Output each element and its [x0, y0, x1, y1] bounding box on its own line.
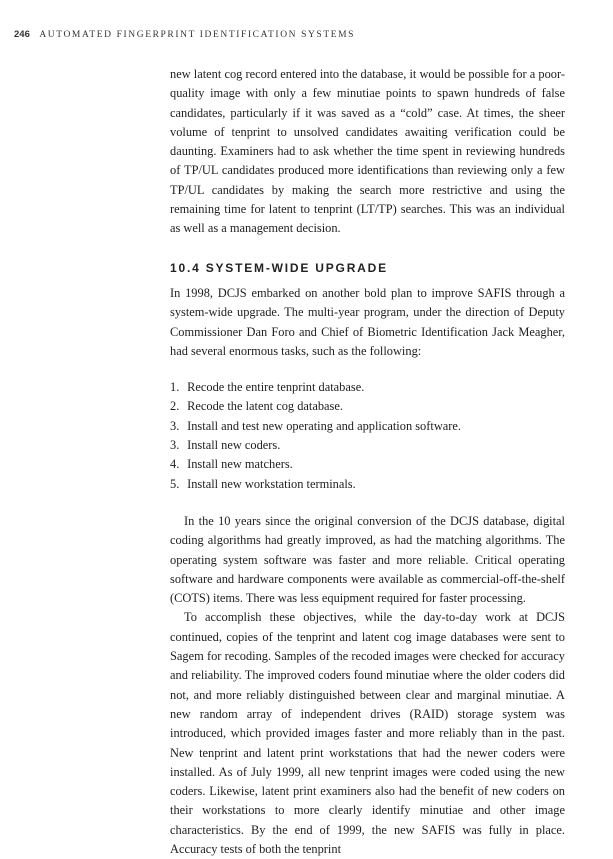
list-item-text: Install new workstation terminals.	[187, 476, 356, 491]
list-item	[170, 436, 565, 455]
list-item-number: 3.	[170, 418, 180, 433]
page-number: 246	[14, 29, 30, 40]
list-item	[170, 378, 565, 397]
section-heading: 10.4 SYSTEM-WIDE UPGRADE	[170, 260, 388, 275]
body-column	[170, 65, 565, 859]
list-item	[170, 417, 565, 436]
body-paragraph-2: In the 10 years since the original conversion of the DCJS database, digital coding algorithms had greatly improved, as had the matching algorithms. The operating system software was faster and more reliable. Critical operating software and hardware components were available as commercial-off-the-shelf (COTS) items. There was less equipment required for faster processing.	[170, 513, 565, 606]
intro-paragraph: new latent cog record entered into the database, it would be possible for a poor-quality image with only a few minutiae points to spawn hundreds of false candidates, particularly if it was saved as a “cold” case. At times, the sheer volume of tenprint to unsolved candidates awaiting verification could be daunting. Examiners had to ask whether the time spent in reviewing hundreds of TP/UL candidates produced more identifications than reviewing only a few TP/UL candidates by making the search more restrictive and using the remaining time for latent to tenprint (LT/TP) searches. This was an individual as well as a management decision.	[170, 67, 565, 236]
list-item-text: Install new matchers.	[187, 457, 293, 472]
running-head	[14, 29, 355, 40]
task-list	[170, 378, 565, 494]
list-item-text: Recode the entire tenprint database.	[187, 380, 365, 395]
section-lead-paragraph: In 1998, DCJS embarked on another bold plan to improve SAFIS through a system-wide upgrade. The multi-year program, under the direction of Deputy Commissioner Dan Foro and Chief of Biometric Identification Jack Meagher, had several enormous tasks, such as the following:	[170, 285, 565, 358]
list-item-text: Recode the latent cog database.	[187, 399, 343, 414]
list-item	[170, 475, 565, 494]
list-item-number: 3.	[170, 438, 180, 453]
list-item-number: 1.	[170, 380, 180, 395]
list-item-number: 4.	[170, 457, 180, 472]
list-item-number: 5.	[170, 476, 180, 491]
list-item-text: Install new coders.	[187, 438, 281, 453]
list-item	[170, 455, 565, 474]
list-item-text: Install and test new operating and application software.	[187, 418, 461, 433]
body-paragraph-3: To accomplish these objectives, while the day-to-day work at DCJS continued, copies of the tenprint and latent cog image databases were sent to Sagem for recoding. Samples of the recoded images were checked for accuracy and reliability. The improved coders found minutiae where the older coders did not, and more reliably distinguished between clear and marginal minutiae. A new random array of independent drives (RAID) storage system was introduced, which provided images faster and more reliably than in the past. New tenprint and latent print workstations that had the newer coders were installed. As of July 1999, all new tenprint images were coded using the new coders. Likewise, latent print examiners also had the benefit of new coders on their workstations to more clearly identify minutiae and other image characteristics. By the end of 1999, the new SAFIS was fully in place. Accuracy tests of both the tenprint	[170, 610, 565, 856]
list-item	[170, 397, 565, 416]
running-title: AUTOMATED FINGERPRINT IDENTIFICATION SYSTEMS	[39, 30, 356, 40]
list-item-number: 2.	[170, 399, 180, 414]
